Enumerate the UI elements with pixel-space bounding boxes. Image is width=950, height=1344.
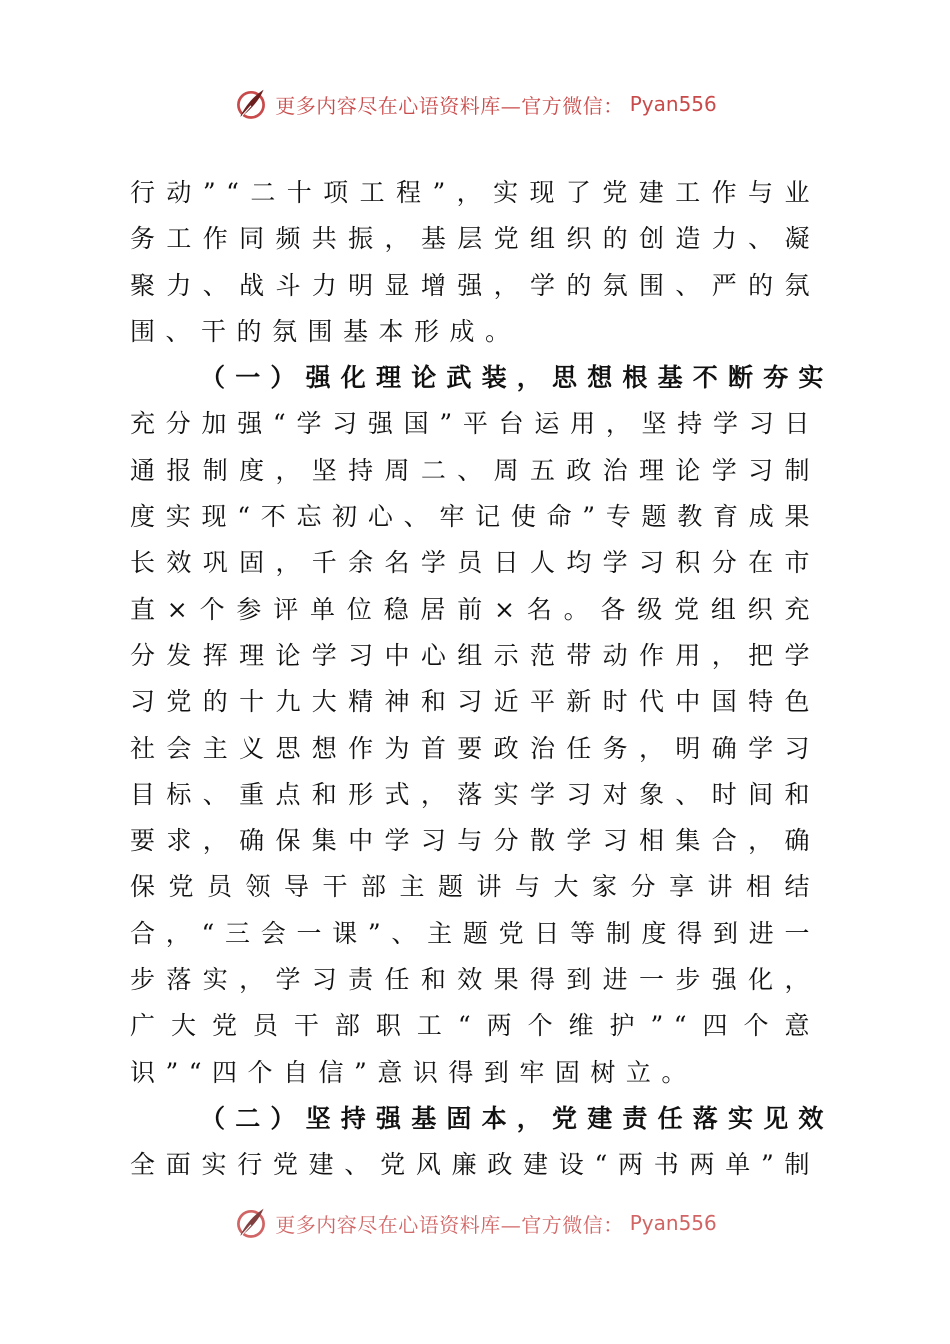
quill-pen-logo-icon [233, 86, 269, 122]
header-banner-text: 更多内容尽在心语资料库—官方微信： [275, 93, 624, 118]
section-heading-2: （二）坚持强基固本，党建责任落实见效 [200, 1103, 834, 1133]
header-wechat-id: Pyan556 [629, 92, 717, 116]
header-watermark-banner [0, 82, 950, 126]
footer-watermark-banner [0, 1203, 950, 1243]
section-heading-1: （一）强化理论武装，思想根基不断夯实 [200, 363, 834, 393]
footer-wechat-id: Pyan556 [629, 1211, 717, 1235]
paragraph-intro: 行动”“二十项工程”，实现了党建工作与业务工作同频共振，基层党组织的创造力、凝聚力、战斗力明显增强，学的氛围、严的氛围、干的氛围基本形成。 [130, 178, 820, 346]
footer-banner-text: 更多内容尽在心语资料库—官方微信： [275, 1212, 624, 1237]
quill-pen-logo-icon [233, 1205, 269, 1241]
document-body [130, 170, 834, 1189]
paragraph-responsibility: 全面实行党建、党风廉政建设“两书两单”制 [130, 1150, 820, 1180]
paragraph-theory: 充分加强“学习强国”平台运用，坚持学习日通报制度，坚持周二、周五政治理论学习制度实现“不忘初心、牢记使命”专题教育成果长效巩固，千余名学员日人均学习积分在市直×个参评单位稳居前×名。各级党组织充分发挥理论学习中心组示范带动作用，把学习党的十九大精神和习近平新时代中国特色社会主义思想作为首要政治任务，明确学习目标、重点和形式，落实学习对象、时间和要求，确保集中学习与分散学习相集合，确保党员领导干部主题讲与大家分享讲相结合，“三会一课”、主题党日等制度得到进一步落实，学习责任和效果得到进一步强化，广大党员干部职工“两个维护”“四个意识”“四个自信”意识得到牢固树立。 [130, 409, 820, 1087]
